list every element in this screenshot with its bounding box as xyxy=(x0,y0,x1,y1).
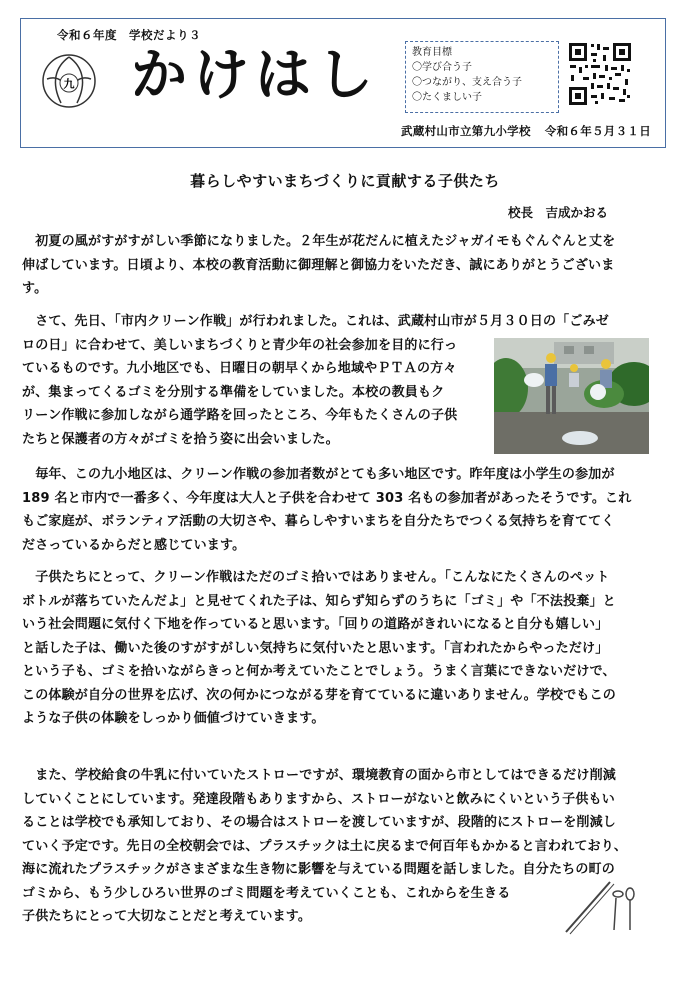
text-line: ボトルが落ちていたんだよ」と見せてくれた子は、知らず知らずのうちに「ゴミ」や「不法投棄」と xyxy=(22,593,616,609)
qr-code-icon[interactable] xyxy=(567,41,633,107)
article-author: 校長 吉成かおる xyxy=(508,205,609,220)
text-line: この体験が自分の世界を広げ、次の何かにつながる芽を育てているに違いありません。学校でもこの xyxy=(22,687,617,703)
text-line: ロの日」に合わせて、美しいまちづくりと青少年の社会参加を目的に行っ xyxy=(22,337,458,353)
text-line: ゴミから、もう少しひろい世界のゴミ問題を考えていくことも、これからを生きる xyxy=(22,885,511,901)
text-line: と話した子は、働いた後のすがすがしい気持ちに気付いたと思います。「言われたからやっただけ」 xyxy=(22,640,609,656)
education-goals-box xyxy=(405,41,559,113)
text-line: 初夏の風がすがすがしい季節になりました。２年生が花だんに植えたジャガイモもぐんぐんと丈を xyxy=(22,234,616,249)
text-line: ているものです。九小地区でも、日曜日の朝早くから地域やＰＴＡの方々 xyxy=(22,361,457,376)
issue-label: 令和６年度 学校だより３ xyxy=(57,28,201,42)
school-and-date xyxy=(387,123,651,139)
newsletter-title: かけはし xyxy=(131,43,379,108)
text-line: 子供たちにとって大切なことだと考えています。 xyxy=(22,909,312,924)
school-name: 武蔵村山市立第九小学校 xyxy=(400,124,531,138)
goal-item: 〇つながり、支え合う子 xyxy=(412,77,522,88)
text-line: リーン作戦に参加しながら通学路を回ったところ、今年もたくさんの子供 xyxy=(22,408,458,423)
text-line: もご家庭が、ボランティア活動の大切さや、暮らしやすいまちを自分たちでつくる気持ちを育ててく xyxy=(22,514,615,529)
straw-and-spoon-illustration-icon xyxy=(556,876,646,936)
issue-date: 令和６年５月３１日 xyxy=(544,124,651,138)
text-line: という子も、ゴミを拾いながらきっと何か考えていたことでしょう。うまく言葉にできないだけで、 xyxy=(22,664,616,679)
cleanup-photo xyxy=(494,338,649,454)
text-line: が、集まってくるゴミを分別する準備をしていました。本校の教員もク xyxy=(22,384,445,400)
paragraph-1 xyxy=(22,230,662,301)
text-line: さて、先日、「市内クリーン作戦」が行われました。これは、武蔵村山市が５月３０日の「ごみゼ xyxy=(22,314,609,329)
text-line: たちと保護者の方々がゴミを拾う姿に出会いました。 xyxy=(22,431,339,447)
text-line: ていく予定です。先日の全校朝会では、プラスチックは土に戻るまで何百年もかかると言われており、 xyxy=(22,838,628,854)
paragraph-2 xyxy=(22,310,609,451)
text-line: 海に流れたプラスチックがさまざまな生き物に影響を与えている問題を話しました。自分たちの町の xyxy=(22,862,615,877)
text-line: 毎年、この九小地区は、クリーン作戦の参加者数がとても多い地区です。昨年度は小学生の参加が xyxy=(22,467,615,482)
text-line: ることは学校でも承知しており、その場合はストローを渡していますが、段階的にストローを削減し xyxy=(22,815,617,830)
goal-item: 〇学び合う子 xyxy=(412,62,472,73)
text-line: していくことにしています。発達段階もありますから、ストローがないと飲みにくいという子供もい xyxy=(22,791,615,807)
text-line: 子供たちにとって、クリーン作戦はただのゴミ拾いではありません。「こんなにたくさんのペット xyxy=(22,570,610,585)
text-line: ださっているからだと感じています。 xyxy=(22,537,246,553)
text-line: す。 xyxy=(22,281,48,296)
newsletter-header xyxy=(20,18,666,148)
paragraph-4 xyxy=(22,566,662,731)
goals-heading: 教育目標 xyxy=(412,47,452,58)
text-line: 伸ばしています。日頃より、本校の教育活動に御理解と御協力をいただき、誠にありがとうございま xyxy=(22,257,615,273)
paragraph-3 xyxy=(22,463,662,557)
goal-item: 〇たくましい子 xyxy=(412,92,482,103)
emblem-char: 九 xyxy=(63,77,75,91)
text-line: また、学校給食の牛乳に付いていたストローですが、環境教育の面から市としてはできるだけ削減 xyxy=(22,768,617,783)
text-line: いう社会問題に気付く下地を作っていると思います。「回りの道路がきれいになると自分も嬉しい」 xyxy=(22,617,609,632)
article-headline: 暮らしやすいまちづくりに貢献する子供たち xyxy=(190,172,500,190)
text-line: ような子供の体験をしっかり価値づけていきます。 xyxy=(22,711,325,726)
school-emblem-icon xyxy=(41,53,97,109)
text-line: 189 名と市内で一番多く、今年度は大人と子供を合わせて 303 名もの参加者があったそうです。これ xyxy=(22,490,632,506)
